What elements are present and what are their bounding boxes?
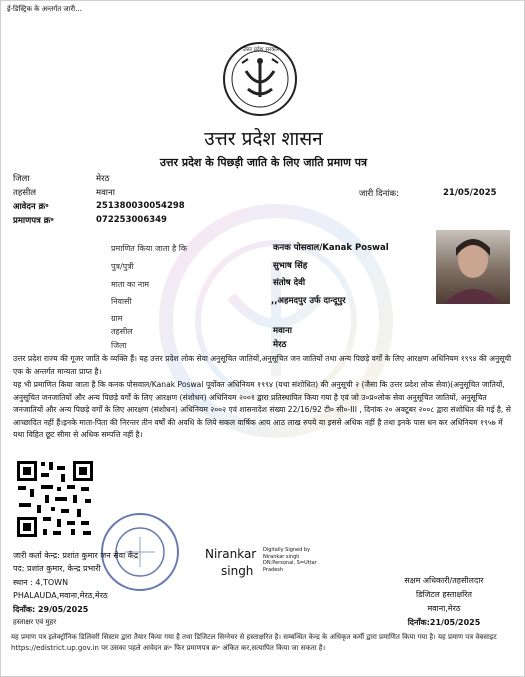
detail-label-district: जिला xyxy=(13,174,30,184)
detail-value-certificate-no: 072253006349 xyxy=(96,215,167,225)
person-label-child-of: पुत्र/पुत्री xyxy=(111,262,134,271)
top-note: ई-डिस्ट्रिक के अन्तर्गत जारी... xyxy=(7,5,82,13)
digital-signature-details: Digitally Signed by Nirankar singh DN:Personal, S=Uttar Pradesh xyxy=(263,547,317,573)
person-label-certified: प्रमाणित किया जाता है कि xyxy=(111,244,188,253)
qr-code xyxy=(15,459,95,539)
emblem-label: उत्तर प्रदेश सरकार xyxy=(242,47,280,53)
person-name: कनक पोसवाल/Kanak Poswal xyxy=(273,243,389,253)
person-mother-name: संतोष देवी xyxy=(273,278,306,288)
person-tehsil: मवाना xyxy=(273,326,292,336)
person-father-name: सुभाष सिंह xyxy=(273,261,308,271)
person-label-district: जिला xyxy=(111,341,127,350)
officer-digital-sign: डिजिटल हस्ताक्षरित xyxy=(416,590,472,599)
person-label-village: ग्राम xyxy=(111,314,123,323)
issuer-place: स्थान : 4,TOWN xyxy=(13,578,69,587)
issuer-post: पद: प्रशांत कुमार, केन्द्र प्रभारी xyxy=(13,564,101,573)
signer-name-line2: singh xyxy=(221,564,254,578)
caste-paragraph-2: यह भी प्रमाणित किया जाता है कि कनक पोसवाल/Kanak Poswal पूर्वोक्त अधिनियम १९९४ (यथा संशोधित) की अनुसूची २ (जैसा कि उत्तर प्रदेश लोक सेवा)(अनुसूचित जातियों, अनुसूचित जनजातियों और अन्य पिछड़े वर्गों के लिए आरक्षण (संशोधन) अधिनियम २००१ द्वारा प्रतिस्थापित किया गया है एवं जो उ०प्र०लोक सेवा अनुसूचित जातियों, अनुसूचित जनजातियों और अन्य पिछड़े वर्गों के लिए आरक्षण (संशोधन) अधिनियम २००२ एवं शासनादेश संख्या 22/16/92 टी० सी०-III , दिनांक २० अक्टूबर २००८ द्वारा संशोधित की गई है, से आच्छादित नहीं हैं।इनके माता-पिता की निरन्तर तीन वर्षों की अवधि के लिये सकल वार्षिक आय आठ लाख रुपये या इससे अधिक नहीं है तथा इनके पास धन कर अधिनियम १९५७ में यथा विहित छूट सीमा से अधिक सम्पत्ति नहीं है। xyxy=(13,380,511,440)
issue-date-label: जारी दिनांक: xyxy=(359,189,399,199)
issue-date-value: 21/05/2025 xyxy=(443,188,497,198)
issuer-center: जारी कर्ता केन्द्र: प्रशांत कुमार जन सेवा केंद्र xyxy=(13,551,139,560)
page-title: उत्तर प्रदेश शासन xyxy=(204,128,323,150)
issuer-sign-label: हस्ताक्षर एवं मुहर xyxy=(13,618,57,626)
signer-name-line1: Nirankar xyxy=(205,547,257,561)
officer-location: मवाना,मेरठ xyxy=(427,604,461,613)
detail-value-tehsil: मवाना xyxy=(96,188,115,198)
person-label-resident: निवासी xyxy=(111,297,132,306)
person-residence: ,,अहमदपुर उर्फ दान्दूपुर xyxy=(271,296,346,306)
officer-date: दिनाँक:21/05/2025 xyxy=(407,618,481,627)
person-label-tehsil: तहसील xyxy=(111,327,133,336)
verification-footer: यह प्रमाण पत्र इलेक्ट्रॉनिक डिलिवरी सिस्टम द्वारा तैयार किया गया है तथा डिजिटल सिग्नेचर से हस्ताक्षरित है। सम्बन्धित केन्द्र के अधिकृत कर्मी द्वारा प्रमाणित किया गया है। यह प्रमाण पत्र वेबसाइट https://edistrict.up.gov.in पर उसका पहले आवेदन क्र॰ फिर प्रमाणपत्र क्र॰ अंकित कर,सत्यापित किया जा सकता है। xyxy=(11,633,497,652)
detail-label-tehsil: तहसील xyxy=(13,188,37,198)
caste-paragraph-1: उत्तर प्रदेश राज्य की गूजर जाति के व्यक्ति हैं। यह उत्तर प्रदेश लोक सेवा अनुसूचित जातियों,अनुसूचित जन जातियों तथा अन्य पिछड़े वर्गों के लिए आरक्षण अधिनियम १९९४ की अनुसूची एक के अन्तर्गत मान्यता प्राप्त है। xyxy=(13,354,512,376)
applicant-photo xyxy=(436,230,510,304)
person-label-mother: माता का नाम xyxy=(111,280,150,289)
detail-value-district: मेरठ xyxy=(96,174,110,184)
person-district: मेरठ xyxy=(273,340,287,350)
detail-label-certificate-no: प्रमाणपत्र क्र॰ xyxy=(13,216,54,226)
officer-title: सक्षम अधिकारी/तहसीलदार xyxy=(404,576,484,585)
issuer-address: PHALAUDA,मवाना,मेरठ,मेरठ xyxy=(13,591,108,600)
detail-value-application-no: 251380030054298 xyxy=(96,201,185,211)
detail-label-application-no: आवेदन क्र॰ xyxy=(13,202,49,212)
page-subtitle: उत्तर प्रदेश के पिछड़ी जाति के लिए जाति प्रमाण पत्र xyxy=(159,156,368,169)
issuer-date: दिनाँक: 29/05/2025 xyxy=(13,605,89,614)
